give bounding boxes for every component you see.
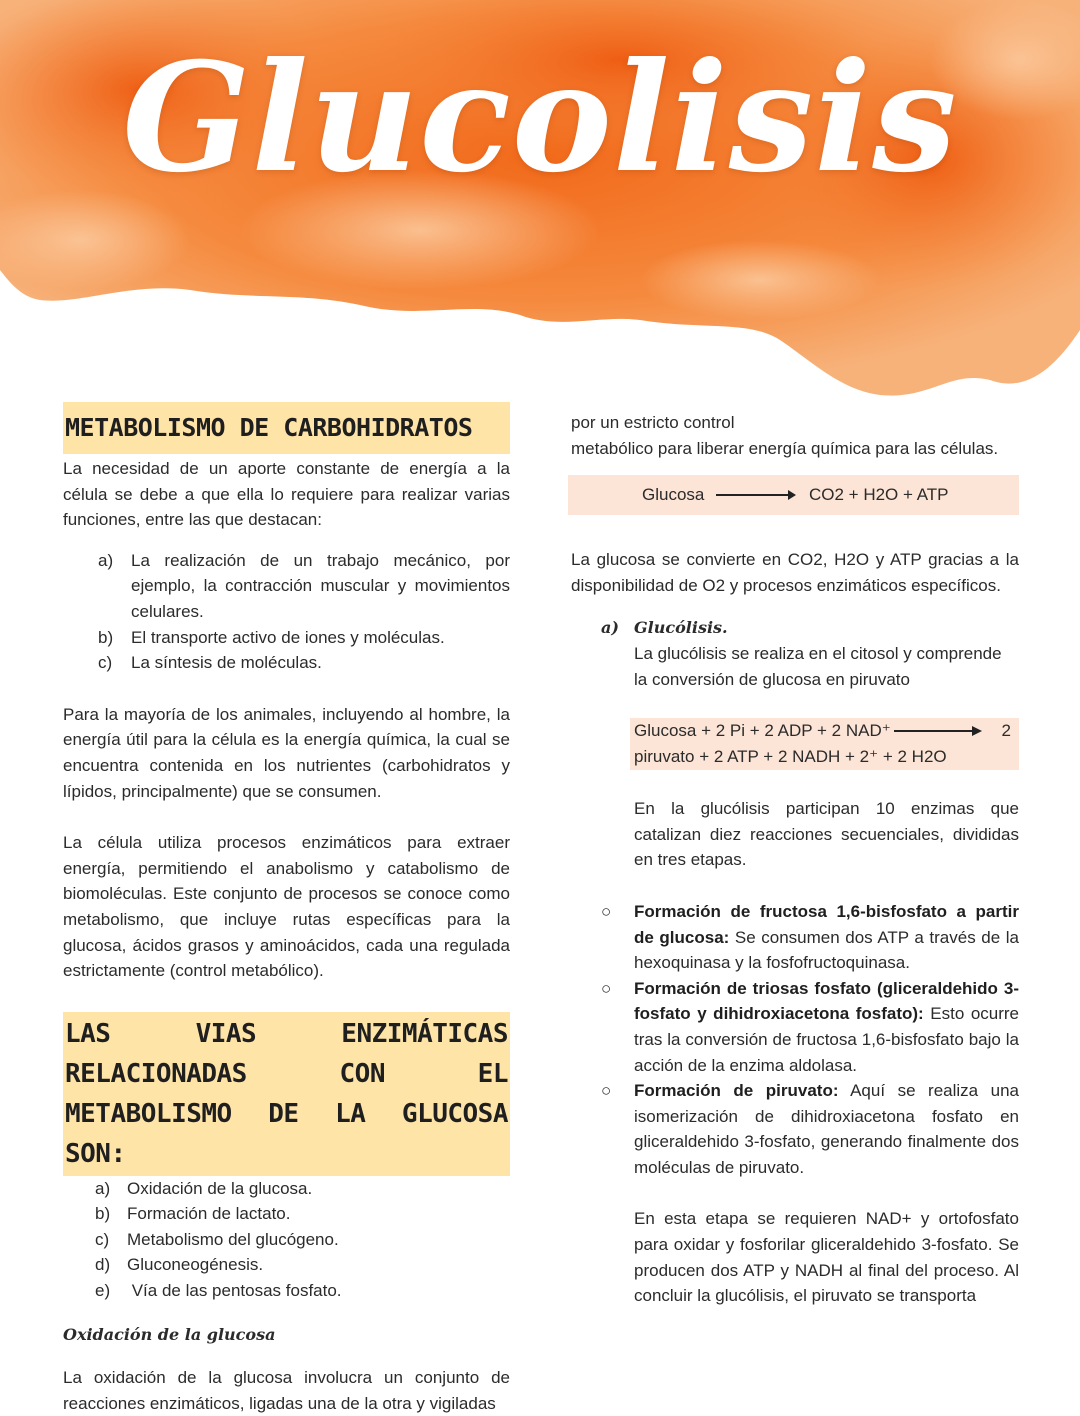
paragraph: En la glucólisis participan 10 enzimas que catalizan diez reacciones secuenciales, divididas en tres etapas.	[634, 799, 1019, 870]
equation-reactant: Glucosa	[642, 485, 705, 505]
paragraph: La oxidación de la glucosa involucra un conjunto de reacciones enzimáticos, ligadas una de la otra y vigiladas	[63, 1368, 510, 1413]
paragraph: La glucólisis se realiza en el citosol y comprende la conversión de glucosa en piruvato	[634, 643, 1002, 689]
paragraph: La glucosa se convierte en CO2, H2O y ATP gracias a la disponibilidad de O2 y procesos enzimáticos específicos.	[571, 550, 1019, 595]
section-heading-vias: LAS VIAS ENZIMÁTICAS RELACIONADAS CON EL METABOLISMO DE LA GLUCOSA SON:	[63, 1012, 510, 1176]
list-item: a) Oxidación de la glucosa.	[95, 1178, 313, 1198]
left-column	[63, 402, 510, 1416]
list-item: c) La síntesis de moléculas.	[98, 653, 322, 673]
section-title: Glucólisis.	[634, 618, 728, 638]
paragraph: metabólico para liberar energía química para las células.	[571, 438, 999, 458]
equation-coefficient: 2	[1001, 721, 1011, 741]
circle-bullet-icon: ○	[601, 1081, 612, 1101]
equation-line: Glucosa + 2 Pi + 2 ADP + 2 NAD⁺	[634, 721, 891, 741]
glycolysis-equation	[630, 718, 1019, 770]
equation-box	[568, 475, 1019, 515]
arrow-right-icon	[716, 489, 796, 501]
list-item: ○ Formación de fructosa 1,6-bisfosfato a partir de glucosa: Se consumen dos ATP a través de la hexoquinasa y la fosfofructoquinasa.	[571, 899, 1019, 976]
list-item: ○ Formación de piruvato: Aquí se realiza una isomerización de dihidroxiacetona fosfato en gliceraldehido 3-fosfato, generando finalmente dos moléculas de piruvato.	[571, 1078, 1019, 1180]
list-item: b) Formación de lactato.	[95, 1204, 291, 1224]
list-item: ○ Formación de triosas fosfato (gliceraldehido 3-fosfato y dihidroxiacetona fosfato): Esto ocurre tras la conversión de fructosa 1,6-bisfosfato bajo la acción de la enzima aldolasa.	[571, 976, 1019, 1078]
page-title: Glucolisis	[122, 30, 958, 206]
equation-line: piruvato + 2 ATP + 2 NADH + 2⁺ + 2 H2O	[634, 746, 947, 766]
functions-list	[63, 548, 510, 676]
paragraph: Para la mayoría de los animales, incluyendo al hombre, la energía útil para la célula es la energía química, la cual se encuentra contenida en los nutrientes (carbohidratos y lípidos, principalmente) que se consumen.	[63, 704, 510, 801]
subheading-oxidacion: Oxidación de la glucosa	[63, 1324, 276, 1344]
right-column	[571, 410, 1019, 1309]
list-item: b) El transporte activo de iones y moléculas.	[98, 627, 445, 647]
stages-list	[571, 899, 1019, 1181]
list-item: e) Vía de las pentosas fosfato.	[95, 1281, 342, 1301]
list-item: a) La realización de un trabajo mecánico, por ejemplo, la contracción muscular y movimientos celulares.	[98, 550, 510, 621]
arrow-right-icon	[894, 725, 982, 737]
circle-bullet-icon: ○	[601, 978, 612, 998]
list-item: d) Gluconeogénesis.	[95, 1255, 264, 1275]
paragraph: La célula utiliza procesos enzimáticos para extraer energía, permitiendo el anabolismo y catabolismo de biomoléculas. Este conjunto de procesos se conoce como metabolismo, que incluye rutas específicas para la glucosa, ácidos grasos y aminoácidos, cada una regulada estrictamente (control metabólico).	[63, 833, 510, 981]
section-glucolisis: a) Glucólisis.	[601, 618, 728, 638]
pathways-list	[63, 1176, 510, 1304]
circle-bullet-icon: ○	[601, 901, 612, 921]
paragraph: En esta etapa se requieren NAD+ y ortofosfato para oxidar y fosforilar gliceraldehido 3-fosfato. Se producen dos ATP y NADH al final del proceso. Al concluir la glucólisis, el piruvato se transporta	[634, 1209, 1019, 1306]
list-item: c) Metabolismo del glucógeno.	[95, 1229, 339, 1249]
paragraph: La necesidad de un aporte constante de energía a la célula se debe a que ella lo requiere para realizar varias funciones, entre las que destacan:	[63, 459, 510, 530]
equation-products: CO2 + H2O + ATP	[809, 485, 949, 505]
paragraph: por un estricto control	[571, 413, 735, 432]
section-heading-metabolismo: METABOLISMO DE CARBOHIDRATOS	[63, 402, 510, 454]
